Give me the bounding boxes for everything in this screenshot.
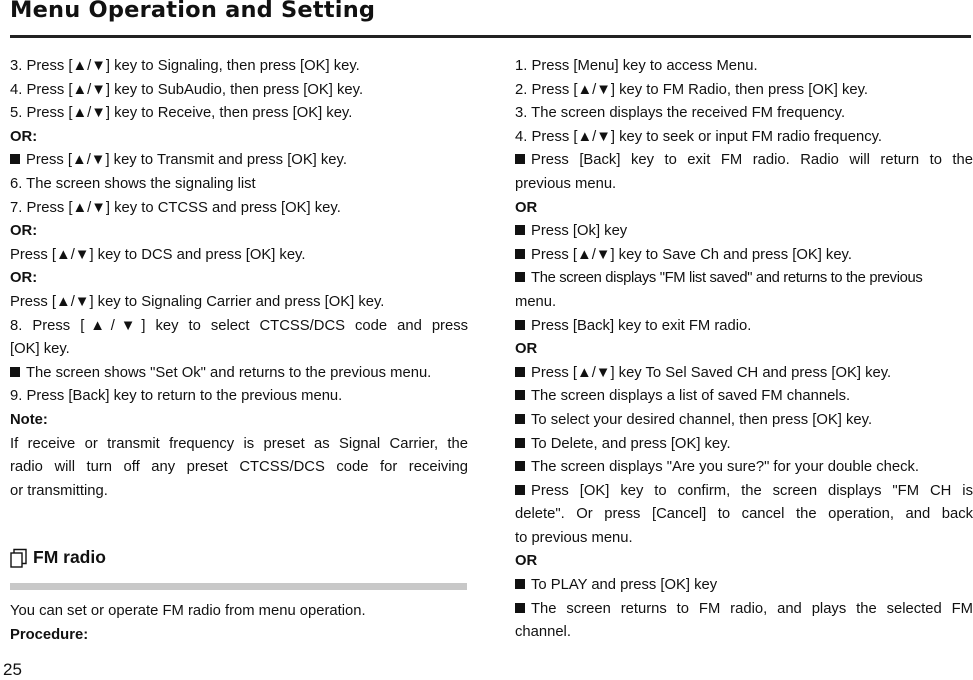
- note-label: Note:: [10, 411, 48, 428]
- step-7: 7. Press [▲/▼] key to CTCSS and press [OK] key.: [10, 199, 341, 216]
- left-column: [10, 55, 468, 503]
- note-text: or transmitting.: [10, 482, 108, 499]
- or-label: OR: [515, 553, 538, 570]
- bullet-item: [10, 149, 468, 173]
- bullet-item: [515, 385, 973, 409]
- step-6: 6. The screen shows the signaling list: [10, 175, 256, 192]
- bullet-item: [515, 244, 973, 268]
- fm-step-2: 2. Press [▲/▼] key to FM Radio, then press [OK] key.: [515, 81, 869, 98]
- bullet-square-icon: [515, 154, 525, 164]
- bullet-text: Press [Back] key to exit FM radio.: [531, 317, 752, 334]
- bullet-text-continued: menu.: [515, 293, 557, 310]
- bullet-square-icon: [515, 320, 525, 330]
- fm-step-4: 4. Press [▲/▼] key to seek or input FM radio frequency.: [515, 128, 883, 145]
- bullet-item: [515, 574, 973, 598]
- fm-step-3: 3. The screen displays the received FM frequency.: [515, 105, 846, 122]
- step-8-continued: [OK] key.: [10, 341, 70, 358]
- bullet-text: The screen displays "Are you sure?" for your double check.: [531, 459, 920, 476]
- carrier-instruction: Press [▲/▼] key to Signaling Carrier and press [OK] key.: [10, 293, 385, 310]
- bullet-square-icon: [515, 272, 525, 282]
- bullet-text: Press [▲/▼] key to Transmit and press [OK] key.: [26, 152, 347, 169]
- page-number: 25: [3, 660, 22, 679]
- note-icon: [10, 548, 28, 568]
- page-title: Menu Operation and Setting: [10, 0, 376, 23]
- bullet-item: [515, 456, 973, 480]
- section-bar: [10, 583, 467, 590]
- bullet-text: Press [Ok] key: [531, 223, 628, 240]
- or-label: OR:: [10, 270, 38, 287]
- bullet-square-icon: [515, 579, 525, 589]
- bullet-square-icon: [10, 367, 20, 377]
- bullet-item: [515, 267, 973, 291]
- bullet-item: [515, 149, 973, 173]
- bullet-square-icon: [10, 154, 20, 164]
- bullet-text: The screen shows "Set Ok" and returns to the previous menu.: [26, 364, 432, 381]
- bullet-square-icon: [515, 249, 525, 259]
- bullet-square-icon: [515, 438, 525, 448]
- step-3: 3. Press [▲/▼] key to Signaling, then press [OK] key.: [10, 58, 360, 74]
- bullet-square-icon: [515, 390, 525, 400]
- bullet-square-icon: [515, 461, 525, 471]
- note-text: If receive or transmit frequency is preset as Signal Carrier, the: [10, 435, 468, 452]
- step-4: 4. Press [▲/▼] key to SubAudio, then press [OK] key.: [10, 81, 364, 98]
- bullet-item: [10, 362, 468, 386]
- bullet-item: [515, 433, 973, 457]
- dcs-instruction: Press [▲/▼] key to DCS and press [OK] key.: [10, 246, 306, 263]
- bullet-text: To select your desired channel, then press [OK] key.: [531, 411, 873, 428]
- fm-intro-block: [10, 600, 468, 647]
- bullet-square-icon: [515, 367, 525, 377]
- bullet-item: [515, 409, 973, 433]
- bullet-text: Press [Back] key to exit FM radio. Radio will return to the: [531, 152, 973, 169]
- note-text: radio will turn off any preset CTCSS/DCS code for receiving: [10, 459, 468, 476]
- bullet-text-continued: to previous menu.: [515, 529, 633, 546]
- or-label: OR:: [10, 128, 38, 145]
- bullet-text-continued: delete". Or press [Cancel] to cancel the operation, and back: [515, 506, 973, 523]
- bullet-text: To PLAY and press [OK] key: [531, 577, 718, 594]
- fm-radio-heading: [10, 547, 106, 568]
- bullet-item: [515, 480, 973, 504]
- bullet-item: [515, 315, 973, 339]
- bullet-text-continued: previous menu.: [515, 175, 617, 192]
- procedure-label: Procedure:: [10, 626, 89, 643]
- fm-step-1: 1. Press [Menu] key to access Menu.: [515, 58, 758, 74]
- bullet-square-icon: [515, 485, 525, 495]
- right-column: [515, 55, 973, 645]
- bullet-text: The screen returns to FM radio, and plays the selected FM: [531, 600, 973, 617]
- bullet-square-icon: [515, 225, 525, 235]
- bullet-item: [515, 220, 973, 244]
- bullet-text-continued: channel.: [515, 624, 571, 641]
- or-label: OR: [515, 199, 538, 216]
- or-label: OR: [515, 341, 538, 358]
- bullet-text: To Delete, and press [OK] key.: [531, 435, 731, 452]
- bullet-item: [515, 598, 973, 622]
- bullet-text: Press [▲/▼] key to Save Ch and press [OK] key.: [531, 246, 852, 263]
- step-9: 9. Press [Back] key to return to the previous menu.: [10, 388, 343, 405]
- bullet-text: Press [▲/▼] key To Sel Saved CH and press [OK] key.: [531, 364, 892, 381]
- title-divider: [10, 35, 971, 38]
- step-5: 5. Press [▲/▼] key to Receive, then press [OK] key.: [10, 105, 353, 122]
- bullet-item: [515, 362, 973, 386]
- bullet-square-icon: [515, 414, 525, 424]
- bullet-text: Press [OK] key to confirm, the screen displays "FM CH is: [531, 482, 973, 499]
- fm-radio-heading-text: FM radio: [33, 547, 106, 567]
- or-label: OR:: [10, 223, 38, 240]
- bullet-text: The screen displays a list of saved FM channels.: [531, 388, 851, 405]
- step-8: 8. Press [▲/▼] key to select CTCSS/DCS code and press: [10, 317, 468, 334]
- fm-intro: You can set or operate FM radio from menu operation.: [10, 603, 366, 619]
- bullet-square-icon: [515, 603, 525, 613]
- bullet-text: The screen displays "FM list saved" and returns to the previous: [531, 270, 923, 287]
